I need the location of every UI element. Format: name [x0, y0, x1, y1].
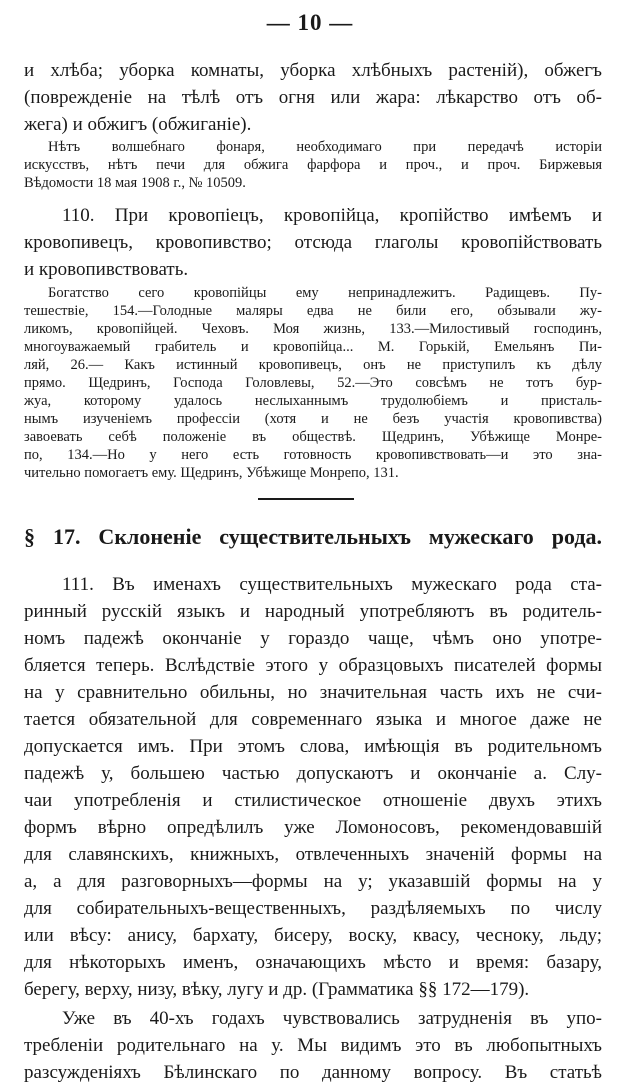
quote2-line-2: тешествіе, 154.—Голодные маляры едва не били его, обзывали жу- [24, 303, 602, 319]
para-111-line-14: или вѣсу: анису, бархату, бисеру, воску, квасу, чесноку, льду; [24, 925, 602, 946]
quote2-line-1: Богатство сего кровопійцы ему непринадлежитъ. Радищевъ. Пу- [48, 285, 602, 301]
para-110-line-1: 110. При кровопіецъ, кровопійца, кропійство имѣемъ и [62, 205, 602, 226]
quote2-line-9: завоевать себѣ положеніе въ обществѣ. Щедринъ, Убѣжище Монре- [24, 429, 602, 445]
quote2-line-3: ликомъ, кровопійцей. Чеховъ. Моя жизнь, 133.—Милостивый господинъ, [24, 321, 602, 337]
text-line-2: (поврежденіе на тѣлѣ отъ огня или жара: лѣкарство отъ об- [24, 87, 602, 108]
para-next-line-1: Уже въ 40-хъ годахъ чувствовались затрудненія въ упо- [62, 1008, 602, 1029]
quote-line-2: искусствъ, нѣтъ печи для обжига фарфора и проч., и проч. Биржевыя [24, 157, 602, 173]
para-111-line-5: на у сравнительно обильны, но значительная часть ихъ не счи- [24, 682, 602, 703]
section-heading: § 17. Склоненіе существительныхъ мужескаго рода. [24, 524, 602, 549]
para-111-line-12: а, а для разговорныхъ—формы на у; указавшій формы на у [24, 871, 602, 892]
para-111-line-3: номъ падежѣ окончаніе у гораздо чаще, чѣмъ оно употре- [24, 628, 602, 649]
quote-line-3: Вѣдомости 18 мая 1908 г., № 10509. [24, 175, 246, 191]
quote2-line-7: жуа, которому удалось неслыханнымъ трудолюбіемъ и присталь- [24, 393, 602, 409]
para-111-line-2: ринный русскій языкъ и народный употребляютъ въ родитель- [24, 601, 602, 622]
para-111-line-7: допускается имъ. При этомъ слова, имѣющія въ родительномъ [24, 736, 602, 757]
text-line-3: жега) и обжигъ (обжиганіе). [24, 114, 252, 135]
quote-line-1: Нѣтъ волшебнаго фонаря, необходимаго при передачѣ исторіи [48, 139, 602, 155]
para-next-line-3: разсужденіяхъ Бѣлинскаго по данному вопросу. Въ статьѣ [24, 1062, 602, 1083]
section-divider [258, 498, 354, 500]
para-111-line-1: 111. Въ именахъ существительныхъ мужескаго рода ста- [62, 574, 602, 595]
para-111-line-6: тается обязательной для современнаго языка и многое даже не [24, 709, 602, 730]
quote2-line-4: многоуважаемый грабитель и кровопійца... М. Горькій, Емельянъ Пи- [24, 339, 602, 355]
para-110-line-2: кровопивецъ, кровопивство; отсюда глаголы кровопійствовать [24, 232, 602, 253]
para-111-line-16: берегу, верху, низу, вѣку, лугу и др. (Грамматика §§ 172—179). [24, 979, 530, 1000]
quote2-line-5: ляй, 26.— Какъ истинный кровопивецъ, онъ не приступилъ къ дѣлу [24, 357, 602, 373]
quote2-line-10: по, 134.—Но у него есть готовность кровопивствовать—и это зна- [24, 447, 602, 463]
para-next-line-2: требленіи родительнаго на у. Мы видимъ это въ любопытныхъ [24, 1035, 602, 1056]
para-111-line-15: для нѣкоторыхъ именъ, означающихъ мѣсто и время: базару, [24, 952, 602, 973]
text-line-1: и хлѣба; уборка комнаты, уборка хлѣбныхъ растеній), обжегъ [24, 60, 602, 81]
quote2-line-11: чительно помогаетъ ему. Щедринъ, Убѣжище Монрепо, 131. [24, 465, 399, 481]
quote2-line-6: прямо. Щедринъ, Господа Головлевы, 52.—Это совсѣмъ не тотъ бур- [24, 375, 602, 391]
para-110-line-3: и кровопивствовать. [24, 259, 189, 280]
para-111-line-4: бляется теперь. Вслѣдствіе этого у образцовыхъ писателей формы [24, 655, 602, 676]
para-111-line-13: для собирательныхъ-вещественныхъ, раздѣляемыхъ по числу [24, 898, 602, 919]
para-111-line-11: для славянскихъ, книжныхъ, отвлеченныхъ значеній формы на [24, 844, 602, 865]
para-111-line-10: формъ вѣрно опредѣлилъ уже Ломоносовъ, рекомендовавшій [24, 817, 602, 838]
quote2-line-8: нымъ изученіемъ профессіи (хотя и не безъ участія кровопивства) [24, 411, 602, 427]
para-111-line-9: чаи употребленія и стилистическое отношеніе двухъ этихъ [24, 790, 602, 811]
page-number: — 10 — [266, 10, 354, 35]
para-111-line-8: падежѣ у, большею частью допускаютъ и окончаніе а. Слу- [24, 763, 602, 784]
